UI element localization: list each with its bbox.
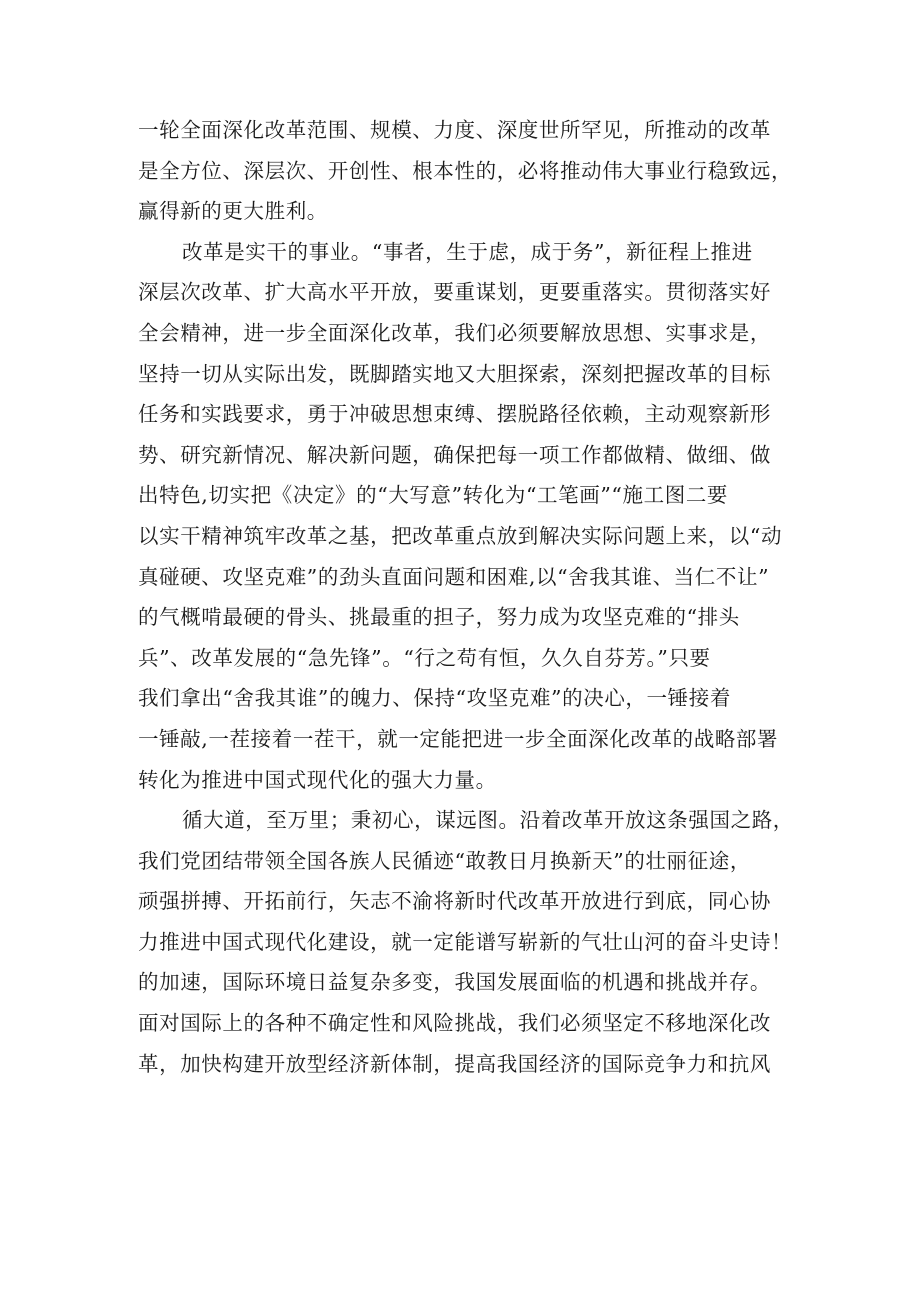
text-line: 转化为推进中国式现代化的强大力量。	[138, 767, 497, 792]
text-line: 面对国际上的各种不确定性和风险挑战，我们必须坚定不移地深化改	[138, 1011, 771, 1036]
paragraph-start-line: 循大道，至万里；秉初心，谋远图。沿着改革开放这条强国之路，	[182, 808, 794, 833]
text-line: 深层次改革、扩大高水平开放，要重谋划，更要重落实。贯彻落实好	[138, 280, 771, 305]
text-line: 顽强拼搏、开拓前行，矢志不渝将新时代改革开放进行到底，同心协	[138, 889, 771, 914]
text-line: 以实干精神筑牢改革之基，把改革重点放到解决实际问题上来，以“动	[138, 523, 783, 548]
text-line: 出特色,切实把《决定》的“大写意”转化为“工笔画”“施工图二要	[138, 483, 729, 508]
text-line: 革，加快构建开放型经济新体制，提高我国经济的国际竞争力和抗风	[138, 1051, 771, 1076]
text-line: 一轮全面深化改革范围、规模、力度、深度世所罕见，所推动的改革	[138, 118, 771, 142]
text-line: 我们拿出“舍我其谁”的魄力、保持“攻坚克难”的决心，一锤接着	[138, 686, 731, 711]
text-line: 势、研究新情况、解决新问题，确保把每一项工作都做精、做细、做	[138, 442, 771, 467]
text-line: 全会精神，进一步全面深化改革，我们必须要解放思想、实事求是，	[138, 320, 771, 345]
text-line: 兵”、改革发展的“急先锋”。“行之苟有恒，久久自芬芳。”只要	[138, 645, 711, 670]
text-line: 赢得新的更大胜利。	[138, 199, 328, 224]
text-line: 我们党团结带领全国各族人民循迹“敢教日月换新天”的壮丽征途，	[138, 848, 751, 873]
text-line: 一锤敲,一茬接着一茬干，就一定能把进一步全面深化改革的战略部署	[138, 726, 779, 751]
text-line: 真碰硬、攻坚克难”的劲头直面问题和困难,以“舍我其谁、当仁不让”	[138, 564, 770, 589]
text-line: 的气概啃最硬的骨头、挑最重的担子，努力成为攻坚克难的“排头	[138, 605, 740, 630]
text-line: 是全方位、深层次、开创性、根本性的，必将推动伟大事业行稳致远，	[138, 158, 793, 183]
text-line: 力推进中国式现代化建设，就一定能谱写崭新的气壮山河的奋斗史诗！	[138, 929, 793, 954]
paragraph-start-line: 改革是实干的事业。“事者，生于虑，成于务”，新征程上推进	[182, 239, 753, 264]
body-text	[138, 110, 798, 1084]
text-line: 任务和实践要求，勇于冲破思想束缚、摆脱路径依赖，主动观察新形	[138, 402, 771, 427]
text-line: 的加速，国际环境日益复杂多变，我国发展面临的机遇和挑战并存。	[138, 970, 771, 995]
text-line: 坚持一切从实际出发，既脚踏实地又大胆探索，深刻把握改革的目标	[138, 361, 771, 386]
